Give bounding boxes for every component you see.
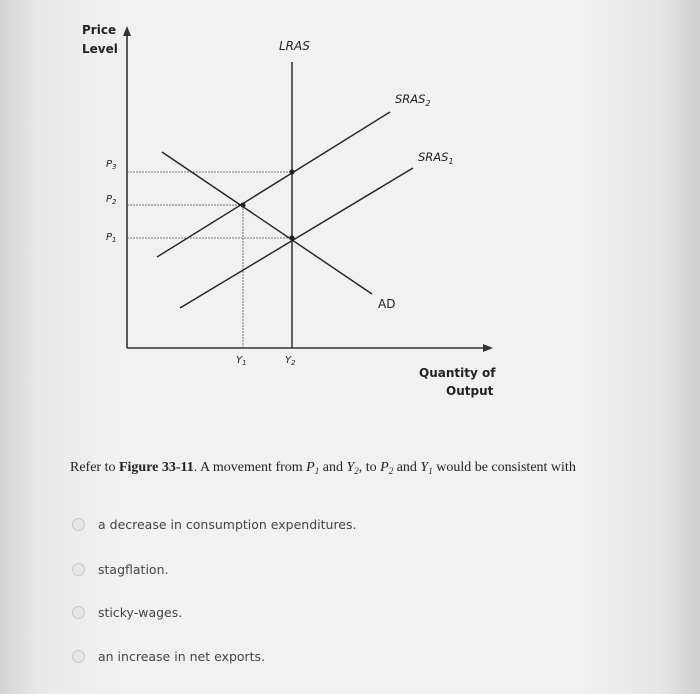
- radio-button-1[interactable]: [72, 518, 85, 531]
- point-p1: [289, 235, 294, 240]
- y1-label: $Y_1$: [236, 355, 247, 367]
- p2-label: $P_2$: [106, 194, 117, 206]
- lras-label: LRAS: [279, 39, 310, 53]
- sras2-line: [157, 112, 390, 257]
- y-axis-label-2: Level: [82, 42, 118, 56]
- ad-label: AD: [378, 297, 396, 311]
- sras1-label: $SRAS_1$: [418, 150, 454, 166]
- answer-option-1-label: a decrease in consumption expenditures.: [98, 516, 357, 532]
- y-axis-label-1: Price: [82, 23, 117, 37]
- answer-option-3[interactable]: [72, 602, 182, 622]
- answer-option-4-label: an increase in net exports.: [98, 648, 266, 664]
- x-axis-label-1: Quantity of: [419, 366, 496, 380]
- sras2-label: $SRAS_2$: [395, 92, 431, 108]
- y-axis-arrow: [123, 26, 131, 36]
- point-p2: [240, 202, 245, 207]
- ad-line: [162, 152, 372, 294]
- answer-option-4[interactable]: [72, 646, 265, 666]
- answer-option-2[interactable]: [72, 559, 168, 579]
- y2-label: $Y_2$: [285, 355, 296, 367]
- x-axis-label-2: Output: [446, 384, 494, 398]
- point-p3: [289, 169, 294, 174]
- p3-label: $P_3$: [106, 159, 117, 171]
- radio-button-2[interactable]: [72, 563, 85, 576]
- answer-option-2-label: stagflation.: [98, 561, 169, 577]
- radio-button-3[interactable]: [72, 606, 85, 619]
- question-text: Refer to Figure 33-11. A movement from $P_1$ and $Y_2$, to $P_2$ and $Y_1$ would be consistent with: [70, 460, 576, 476]
- answer-option-3-label: sticky-wages.: [98, 604, 183, 620]
- answer-option-1[interactable]: [72, 514, 356, 534]
- p1-label: $P_1$: [106, 232, 117, 244]
- x-axis-arrow: [483, 344, 493, 352]
- radio-button-4[interactable]: [72, 650, 85, 663]
